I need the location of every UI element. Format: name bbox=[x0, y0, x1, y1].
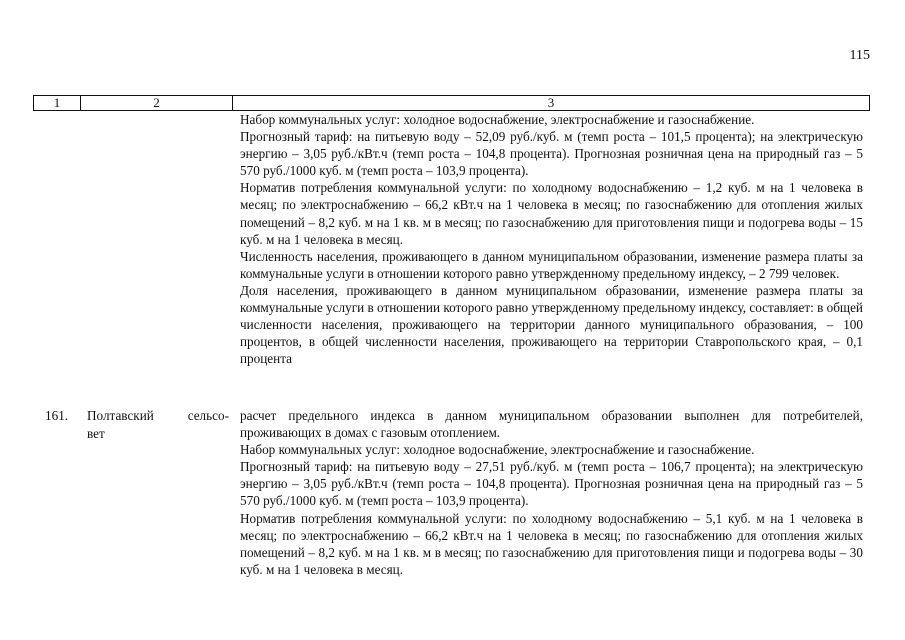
municipality-name-line-2: вет bbox=[87, 426, 105, 441]
consumption-norm-paragraph: Норматив потребления коммунальной услуги: по холодному водоснабжению – 5,1 куб. м на 1 человека в месяц; по электроснабжению – 66,2 кВт.ч на 1 человека в месяц; по газоснабжению для отопления жилых помещений – 8,2 куб. м на 1 кв. м в месяц; по газоснабжению для приготовления пищи и подогрева воды – 30 куб. м на 1 человека в месяц. bbox=[240, 510, 863, 577]
table-header-col-2: 2 bbox=[81, 96, 233, 110]
municipality-name-line-1 bbox=[87, 407, 229, 425]
tariff-paragraph: Прогнозный тариф: на питьевую воду – 27,51 руб./куб. м (темп роста – 106,7 процента); на электрическую энергию – 3,05 руб./кВт.ч (темп роста – 104,8 процента). Прогнозная розничная цена на природный газ – 5 570 руб./1000 куб. м (темп роста – 103,9 процента). bbox=[240, 459, 863, 509]
tariff-paragraph: Прогнозный тариф: на питьевую воду – 52,09 руб./куб. м (темп роста – 101,5 процента); на электрическую энергию – 3,05 руб./кВт.ч (темп роста – 104,8 процента). Прогнозная розничная цена на природный газ – 5 570 руб./1000 куб. м (темп роста – 103,9 процента). bbox=[240, 129, 863, 179]
page-number: 115 bbox=[849, 48, 870, 63]
services-set-paragraph: Набор коммунальных услуг: холодное водоснабжение, электроснабжение и газоснабжение. bbox=[240, 442, 755, 458]
consumption-norm-paragraph: Норматив потребления коммунальной услуги: по холодному водоснабжению – 1,2 куб. м на 1 человека в месяц; по электроснабжению – 66,2 кВт.ч на 1 человека в месяц; по газоснабжению для отопления жилых помещений – 8,2 куб. м на 1 кв. м в месяц; по газоснабжению для приготовления пищи и подогрева воды – 15 куб. м на 1 человека в месяц. bbox=[240, 180, 863, 247]
table-header-col-3: 3 bbox=[547, 95, 555, 110]
municipality-name-part-a: Полтавский bbox=[87, 408, 154, 423]
municipality-name bbox=[87, 407, 229, 443]
row-description bbox=[240, 407, 863, 578]
population-share-paragraph: Доля населения, проживающего в данном муниципальном образовании, изменение размера платы за коммунальные услуги в отношении которого равно утвержденному предельному индексу, составляет: в общей численности населения, проживающего на территории данного муниципального образования, – 100 процентов, в общей численности населения, проживающего на территории Ставропольского края, – 0,1 процента bbox=[240, 282, 863, 367]
row-description bbox=[240, 111, 863, 367]
table-header-row bbox=[33, 95, 870, 111]
municipality-name-part-b: сельсо- bbox=[187, 408, 229, 423]
row-number: 161. bbox=[45, 408, 69, 423]
population-paragraph: Численность населения, проживающего в данном муниципальном образовании, изменение размера платы за коммунальные услуги в отношении которого равно утвержденному предельному индексу, – 2 799 человек. bbox=[240, 248, 863, 281]
calculation-note-paragraph: расчет предельного индекса в данном муниципальном образовании выполнен для потребителей, проживающих в домах с газовым отоплением. bbox=[240, 408, 863, 441]
table-header-col-1: 1 bbox=[34, 96, 81, 110]
services-set-paragraph: Набор коммунальных услуг: холодное водоснабжение, электроснабжение и газоснабжение. bbox=[240, 112, 755, 127]
